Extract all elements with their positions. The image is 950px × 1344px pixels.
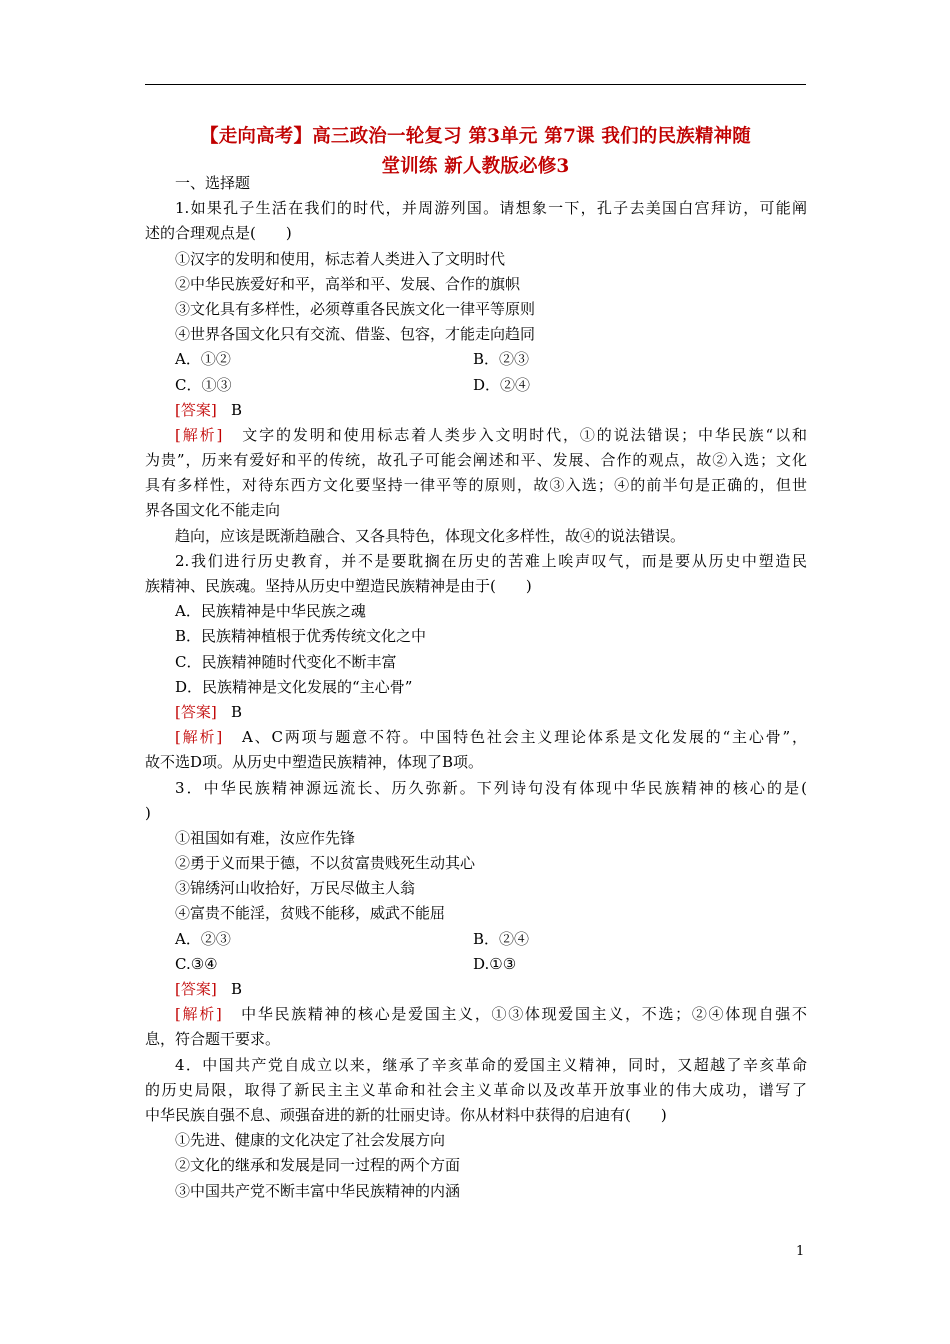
q4-item: ②文化的继承和发展是同一过程的两个方面 — [175, 1156, 461, 1175]
title-line-1: 【走向高考】高三政治一轮复习 第3单元 第7课 我们的民族精神随 — [200, 126, 751, 147]
q2-option: D．民族精神是文化发展的“主心骨” — [175, 677, 413, 696]
document-body — [145, 171, 807, 1204]
q1-option-c: C．①③ — [175, 375, 232, 394]
answer-tag: [答案] — [175, 702, 217, 721]
q1-item: ①汉字的发明和使用，标志着人类进入了文明时代 — [175, 249, 506, 268]
q1-options-row-1 — [145, 347, 807, 372]
q3-item: ③锦绣河山收拾好，万民尽做主人翁 — [175, 879, 416, 898]
q1-analysis-line-1 — [145, 423, 807, 448]
analysis-tag: [解析] — [175, 1005, 222, 1024]
q1-analysis-line: 具有多样性，对待东西方文化要坚持一律平等的原则，故③入选；④的前半句是正确的，但世 — [145, 476, 807, 495]
q4-item: ①先进、健康的文化决定了社会发展方向 — [175, 1131, 446, 1150]
q1-item: ③文化具有多样性，必须尊重各民族文化一律平等原则 — [175, 299, 536, 318]
q4-stem-line: 中华民族自强不息、顽强奋进的新的壮丽史诗。你从材料中获得的启迪有( ) — [145, 1105, 667, 1124]
q1-analysis-line: 趋向，应该是既渐趋融合、又各具特色，体现文化多样性，故④的说法错误。 — [175, 526, 686, 545]
q2-analysis-line: 故不选D项。从历史中塑造民族精神，体现了B项。 — [145, 753, 484, 772]
q4-stem-line: 的历史局限，取得了新民主主义革命和社会主义革命以及改革开放事业的伟大成功，谱写了 — [145, 1080, 807, 1099]
q3-item: ①祖国如有难，汝应作先锋 — [175, 828, 356, 847]
q2-stem-line-1: 2.我们进行历史教育，并不是要耽搁在历史的苦难上唉声叹气，而是要从历史中塑造民 — [175, 551, 807, 570]
q3-answer — [145, 977, 807, 1002]
answer-tag: [答案] — [175, 980, 217, 998]
q1-answer — [145, 398, 807, 423]
answer-value: B — [231, 702, 243, 721]
q1-stem-line-2: 述的合理观点是( ) — [145, 224, 292, 243]
q1-analysis-line: 为贵”，历来有爱好和平的传统，故孔子可能会阐述和平、发展、合作的观点，故②入选；文化 — [145, 451, 807, 470]
q3-option-d: D.①③ — [473, 954, 517, 973]
q2-option: B．民族精神植根于优秀传统文化之中 — [175, 627, 427, 646]
q3-item: ④富贵不能淫，贫贱不能移，威武不能屈 — [175, 904, 446, 923]
analysis-tag: [解析] — [175, 728, 223, 747]
q3-option-c: C.③④ — [175, 954, 218, 973]
answer-tag: [答案] — [175, 400, 217, 419]
q3-option-a: A．②③ — [175, 929, 231, 948]
q3-options-row-1 — [145, 927, 807, 952]
analysis-text: A、C两项与题意不符。中国特色社会主义理论体系是文化发展的“主心骨”， — [242, 728, 807, 747]
q3-stem-line-1: 3．中华民族精神源远流长、历久弥新。下列诗句没有体现中华民族精神的核心的是( — [175, 778, 807, 797]
q1-option-b: B．②③ — [473, 350, 530, 369]
header-rule — [145, 84, 806, 85]
q3-option-b: B．②④ — [473, 929, 530, 948]
analysis-text: 文字的发明和使用标志着人类步入文明时代，①的说法错误；中华民族“以和 — [242, 425, 807, 444]
analysis-tag: [解析] — [175, 425, 223, 444]
answer-value: B — [231, 400, 243, 419]
q1-item: ②中华民族爱好和平，高举和平、发展、合作的旗帜 — [175, 274, 521, 293]
q4-item: ③中国共产党不断丰富中华民族精神的内涵 — [175, 1181, 461, 1200]
q2-analysis-line-1 — [145, 725, 807, 750]
q3-item: ②勇于义而果于德，不以贫富贵贱死生动其心 — [175, 854, 476, 873]
q3-analysis-line-1 — [145, 1002, 807, 1027]
title-line-2: 堂训练 新人教版必修3 — [381, 156, 570, 177]
q4-stem-line: 4．中国共产党自成立以来，继承了辛亥革命的爱国主义精神，同时，又超越了辛亥革命 — [175, 1055, 807, 1074]
page-number: 1 — [796, 1244, 805, 1259]
q1-stem-line-1: 1.如果孔子生活在我们的时代，并周游列国。请想象一下，孔子去美国白宫拜访，可能阐 — [175, 199, 807, 218]
q1-option-d: D．②④ — [473, 375, 531, 394]
q1-item: ④世界各国文化只有交流、借鉴、包容，才能走向趋同 — [175, 325, 536, 344]
answer-value: B — [231, 980, 243, 998]
q2-answer — [145, 700, 807, 725]
q3-stem-line-2: ) — [145, 803, 151, 822]
q2-option: C．民族精神随时代变化不断丰富 — [175, 652, 397, 671]
analysis-text: 中华民族精神的核心是爱国主义，①③体现爱国主义，不选；②④体现自强不 — [241, 1005, 807, 1024]
q1-analysis-line: 界各国文化不能走向 — [145, 501, 281, 520]
q3-options-row-2 — [145, 952, 807, 977]
q1-options-row-2 — [145, 373, 807, 398]
section-heading: 一、选择题 — [175, 174, 251, 192]
q2-option: A．民族精神是中华民族之魂 — [175, 602, 366, 621]
q2-stem-line-2: 族精神、民族魂。坚持从历史中塑造民族精神是由于( ) — [145, 577, 532, 595]
q1-option-a: A．①② — [175, 350, 231, 369]
q3-analysis-line: 息，符合题干要求。 — [145, 1030, 281, 1049]
